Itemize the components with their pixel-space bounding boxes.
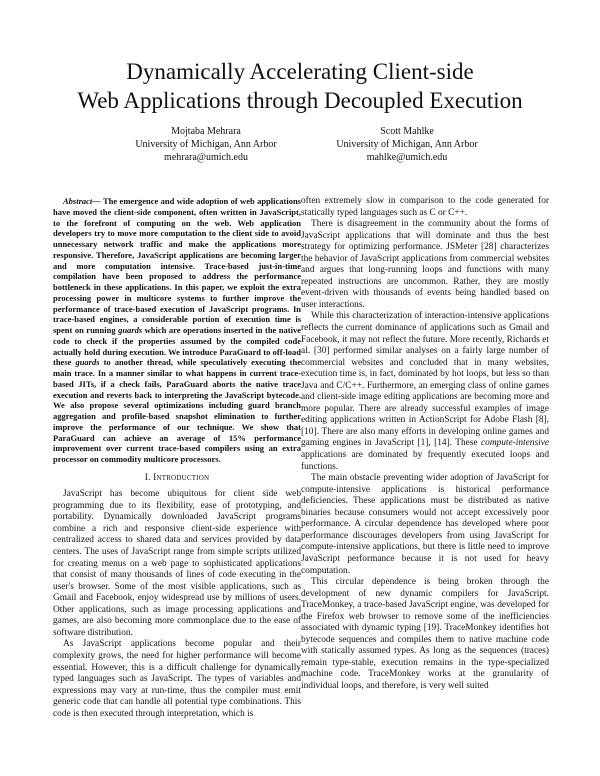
title-line-1: Dynamically Accelerating Client-side <box>126 59 474 84</box>
author-email: mahlke@umich.edu <box>366 152 448 163</box>
section-title: Introduction <box>153 472 210 483</box>
abstract <box>53 196 301 465</box>
paragraph-text: While this characterization of interaction-intensive applications reflects the current dominance of applications such as Gmail and Facebook, it may not reflect the future. More recently, Richards et al. [30] performed similar analyses on a fairly large number of commercial websites and concluded that in many websites, execution time is, in fact, dominated by hot loops, but less so than Java and C/C++. Furthermore, an emerging class of online games and client-side image editing applications are becoming more and more popular. There are already successful examples of image editing applications written in ActionScript for Adobe Flash [8], [10]. There are also many efforts in developing online games and gaming engines in JavaScript [1], [14]. These <box>301 311 549 449</box>
author-name: Mojtaba Mehrara <box>171 126 241 137</box>
abstract-text-3: to another thread, while speculatively executing the main trace. In a manner similar to what happens in current trace-based JITs, if a check fails, ParaGuard aborts the native trace execution and reverts back to interpreting the JavaScript bytecode. We also propose several optimizations including guard branch aggregation and profile-based snapshot elimination to further improve the performance of our technique. We show that ParaGuard can achieve an average of 15% performance improvement over current trace-based compilers using an extra processor on commodity multicore processors. <box>53 357 301 464</box>
paragraph-emphasis: compute-intensive <box>481 438 549 449</box>
abstract-text-2: which are operations inserted in the native code to check if the properties assumed by the compiled code actually hold during execution. We introduce ParaGuard to off-load these <box>53 325 301 368</box>
abstract-dash: — <box>92 196 101 206</box>
author-email: mehrara@umich.edu <box>164 152 248 163</box>
body-paragraph: There is disagreement in the community about the forms of JavaScript applications that will dominate and thus the best strategy for optimizing performance. JSMeter [28] characterizes the behavior of JavaScript applications from commercial websites and argues that long-running loops and functions with many repeated instructions are uncommon. Rather, they are mostly event-driven with thousands of events being handled based on user interactions. <box>301 219 549 310</box>
body-paragraph: The main obstacle preventing wider adoption of JavaScript for compute-intensive applications is historical performance deficiencies. These applications must be distributed as native binaries because consumers would not accept excessively poor performance. A circular dependence has developed where poor performance discourages developers from using JavaScript for compute-intensive applications, but there is little need to improve JavaScript performance because it is not used for heavy computation. <box>301 473 549 576</box>
abstract-em-1: guards <box>118 325 143 335</box>
body-paragraph <box>301 311 549 473</box>
abstract-em-2: guards <box>75 357 100 368</box>
title-line-2: Web Applications through Decoupled Execution <box>77 88 523 113</box>
left-column <box>53 196 301 720</box>
author-affiliation: University of Michigan, Ann Arbor <box>336 139 478 150</box>
author-block-2 <box>297 125 517 164</box>
paragraph-text: applications are dominated by frequently executed loops and functions. <box>301 450 549 472</box>
body-paragraph: JavaScript has become ubiquitous for client side web programming due to its flexibility, ease of prototyping, and portability. Dynamically downloaded JavaScript programs combine a rich and responsive client-side experience with centralized access to shared data and services provided by data centers. The uses of JavaScript range from simple scripts utilized for creating menus on a web page to sophisticated applications that consist of many thousands of lines of code executing in the user's browser. Some of the most visible applications, such as Gmail and Facebook, enjoy widespread use by millions of users. Other applications, such as image processing applications and games, are also becoming more commonplace due to the ease of software distribution. <box>53 489 301 638</box>
abstract-text-1: The emergence and wide adoption of web applications have moved the client-side component, often written in JavaScript, to the forefront of computing on the web. Web application developers try to move more computation to the client side to avoid unnecessary network traffic and make the applications more responsive. Therefore, JavaScript applications are becoming larger and more computation intensive. Trace-based just-in-time compilation have been proposed to address the performance bottleneck in these applications. In this paper, we exploit the extra processing power in multicore systems to further improve the performance of trace-based execution of JavaScript programs. In trace-based engines, a considerable portion of execution time is spent on running <box>53 196 301 335</box>
right-column <box>301 196 549 693</box>
body-paragraph: This circular dependence is being broken through the development of new dynamic compilers for JavaScript. TraceMonkey, a trace-based JavaScript engine, was developed for the Firefox web browser to remove some of the inefficiencies associated with dynamic typing [19]. TraceMonkey identifies hot bytecode sequences and compiles them to native machine code with statically assumed types. As long as the sequences (traces) remain type-stable, execution remains in the type-specialized machine code. TraceMonkey works at the granularity of individual loops, and therefore, is very well suited <box>301 577 549 691</box>
author-affiliation: University of Michigan, Ann Arbor <box>135 139 277 150</box>
section-heading <box>53 473 301 485</box>
body-paragraph: As JavaScript applications become popular and their complexity grows, the need for higher performance will become essential. However, this is a difficult challenge for dynamically typed languages such as JavaScript. The types of variables and expressions may vary at run-time, thus the compiler must emit generic code that can handle all potential type combinations. This code is then executed through interpretation, which is <box>53 639 301 719</box>
author-block-1 <box>96 125 316 164</box>
paper-title <box>40 57 560 115</box>
abstract-label: Abstract <box>63 196 93 206</box>
author-name: Scott Mahlke <box>380 126 434 137</box>
body-paragraph: often extremely slow in comparison to the code generated for statically typed languages such as C or C++. <box>301 196 549 218</box>
section-number: I. <box>144 472 151 483</box>
